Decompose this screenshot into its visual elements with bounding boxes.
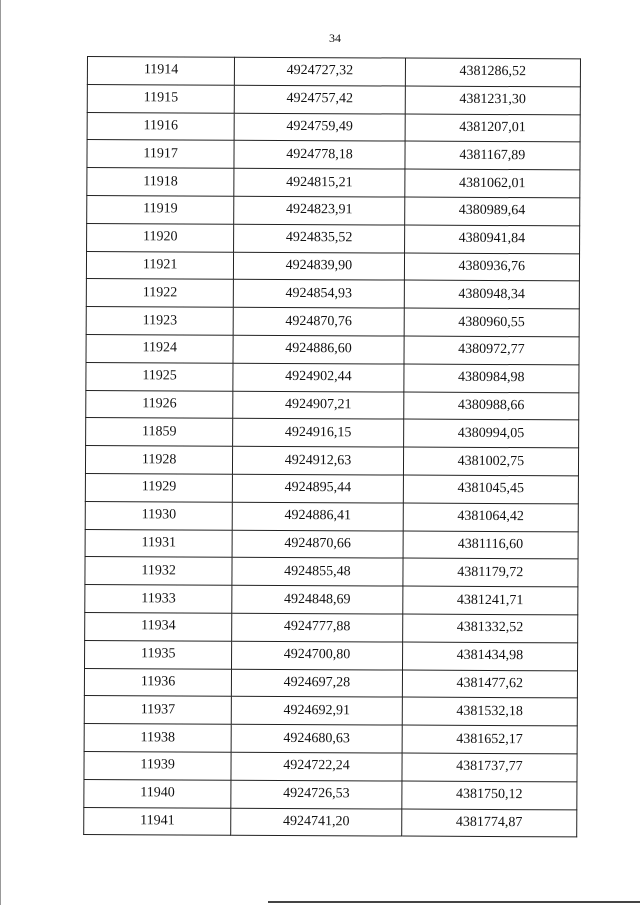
table-row	[85, 501, 578, 531]
table-row	[87, 223, 580, 253]
point-number-cell: 11933	[85, 585, 232, 614]
x-coordinate-cell: 4924848,69	[232, 585, 402, 614]
y-coordinate-cell: 4381532,18	[402, 697, 577, 726]
point-number-cell: 11937	[84, 696, 231, 725]
point-number-cell: 11941	[84, 807, 231, 836]
table-row	[84, 696, 577, 726]
table-row	[85, 529, 578, 559]
table-row	[87, 195, 580, 225]
table-row	[87, 84, 580, 114]
x-coordinate-cell: 4924741,20	[231, 808, 401, 837]
y-coordinate-cell: 4381332,52	[402, 614, 577, 643]
point-number-cell: 11915	[87, 84, 234, 113]
point-number-cell: 11940	[84, 779, 231, 808]
table-row	[87, 140, 580, 170]
point-number-cell: 11920	[87, 223, 234, 252]
point-number-cell: 11925	[86, 362, 233, 391]
table-row	[84, 807, 577, 837]
point-number-cell: 11917	[87, 140, 234, 169]
point-number-cell: 11922	[86, 279, 233, 308]
y-coordinate-cell: 4381241,71	[402, 586, 577, 615]
page-number: 34	[329, 31, 341, 45]
x-coordinate-cell: 4924692,91	[232, 697, 402, 726]
table-row	[87, 168, 580, 198]
point-number-cell: 11923	[86, 307, 233, 336]
x-coordinate-cell: 4924916,15	[233, 419, 403, 448]
bottom-rule	[268, 901, 640, 903]
y-coordinate-cell: 4381045,45	[403, 475, 578, 504]
x-coordinate-cell: 4924839,90	[234, 252, 404, 281]
table-row	[86, 334, 579, 364]
x-coordinate-cell: 4924697,28	[232, 669, 402, 698]
x-coordinate-cell: 4924855,48	[232, 558, 402, 587]
point-number-cell: 11929	[85, 473, 232, 502]
y-coordinate-cell: 4380960,55	[404, 308, 579, 337]
x-coordinate-cell: 4924700,80	[232, 641, 402, 670]
point-number-cell: 11928	[85, 446, 232, 475]
y-coordinate-cell: 4381477,62	[402, 670, 577, 699]
y-coordinate-cell: 4380936,76	[404, 253, 579, 282]
x-coordinate-cell: 4924870,66	[232, 530, 402, 559]
y-coordinate-cell: 4380941,84	[404, 225, 579, 254]
x-coordinate-cell: 4924727,32	[235, 57, 405, 86]
scan-edge-line	[0, 0, 1, 905]
y-coordinate-cell: 4381652,17	[402, 725, 577, 754]
table-row	[85, 640, 578, 670]
x-coordinate-cell: 4924823,91	[234, 196, 404, 225]
table-row	[87, 57, 580, 87]
point-number-cell: 11935	[85, 640, 232, 669]
table-row	[86, 279, 579, 309]
table-row	[86, 390, 579, 420]
x-coordinate-cell: 4924886,60	[233, 335, 403, 364]
point-number-cell: 11931	[85, 529, 232, 558]
table-row	[85, 473, 578, 503]
y-coordinate-cell: 4381737,77	[402, 753, 577, 782]
y-coordinate-cell: 4381116,60	[403, 531, 578, 560]
y-coordinate-cell: 4380984,98	[404, 364, 579, 393]
table-row	[84, 751, 577, 781]
table-row	[86, 251, 579, 281]
y-coordinate-cell: 4380994,05	[403, 419, 578, 448]
point-number-cell: 11859	[86, 418, 233, 447]
y-coordinate-cell: 4381179,72	[403, 558, 578, 587]
y-coordinate-cell: 4380972,77	[404, 336, 579, 365]
x-coordinate-cell: 4924854,93	[234, 280, 404, 309]
table-row	[85, 446, 578, 476]
point-number-cell: 11919	[87, 195, 234, 224]
y-coordinate-cell: 4381434,98	[402, 642, 577, 671]
y-coordinate-cell: 4381062,01	[404, 169, 579, 198]
table-row	[87, 112, 580, 142]
point-number-cell: 11939	[84, 751, 231, 780]
coordinates-table	[83, 56, 581, 838]
x-coordinate-cell: 4924777,88	[232, 613, 402, 642]
x-coordinate-cell: 4924757,42	[235, 85, 405, 114]
y-coordinate-cell: 4381750,12	[401, 781, 576, 810]
y-coordinate-cell: 4381231,30	[405, 86, 580, 115]
y-coordinate-cell: 4381064,42	[403, 503, 578, 532]
x-coordinate-cell: 4924912,63	[233, 446, 403, 475]
point-number-cell: 11934	[85, 612, 232, 641]
x-coordinate-cell: 4924759,49	[234, 113, 404, 142]
x-coordinate-cell: 4924886,41	[232, 502, 402, 531]
table-row	[85, 612, 578, 642]
point-number-cell: 11930	[85, 501, 232, 530]
x-coordinate-cell: 4924778,18	[234, 141, 404, 170]
point-number-cell: 11918	[87, 168, 234, 197]
table-row	[84, 668, 577, 698]
x-coordinate-cell: 4924815,21	[234, 168, 404, 197]
x-coordinate-cell: 4924835,52	[234, 224, 404, 253]
x-coordinate-cell: 4924722,24	[231, 752, 401, 781]
table-row	[86, 362, 579, 392]
point-number-cell: 11924	[86, 334, 233, 363]
point-number-cell: 11926	[86, 390, 233, 419]
point-number-cell: 11916	[87, 112, 234, 141]
table-row	[84, 724, 577, 754]
point-number-cell: 11921	[86, 251, 233, 280]
point-number-cell: 11932	[85, 557, 232, 586]
y-coordinate-cell: 4381167,89	[405, 141, 580, 170]
table-row	[84, 779, 577, 809]
y-coordinate-cell: 4381774,87	[401, 809, 576, 838]
y-coordinate-cell: 4381207,01	[405, 114, 580, 143]
table-row	[86, 307, 579, 337]
coordinates-table-body	[84, 57, 581, 838]
x-coordinate-cell: 4924907,21	[233, 391, 403, 420]
table-row	[86, 418, 579, 448]
y-coordinate-cell: 4380948,34	[404, 280, 579, 309]
x-coordinate-cell: 4924870,76	[233, 307, 403, 336]
point-number-cell: 11938	[84, 724, 231, 753]
y-coordinate-cell: 4380988,66	[403, 392, 578, 421]
x-coordinate-cell: 4924895,44	[233, 474, 403, 503]
point-number-cell: 11914	[87, 57, 234, 86]
y-coordinate-cell: 4380989,64	[404, 197, 579, 226]
x-coordinate-cell: 4924726,53	[231, 780, 401, 809]
table-row	[85, 557, 578, 587]
point-number-cell: 11936	[84, 668, 231, 697]
y-coordinate-cell: 4381002,75	[403, 447, 578, 476]
y-coordinate-cell: 4381286,52	[405, 58, 580, 87]
table-row	[85, 585, 578, 615]
x-coordinate-cell: 4924902,44	[233, 363, 403, 392]
x-coordinate-cell: 4924680,63	[231, 724, 401, 753]
